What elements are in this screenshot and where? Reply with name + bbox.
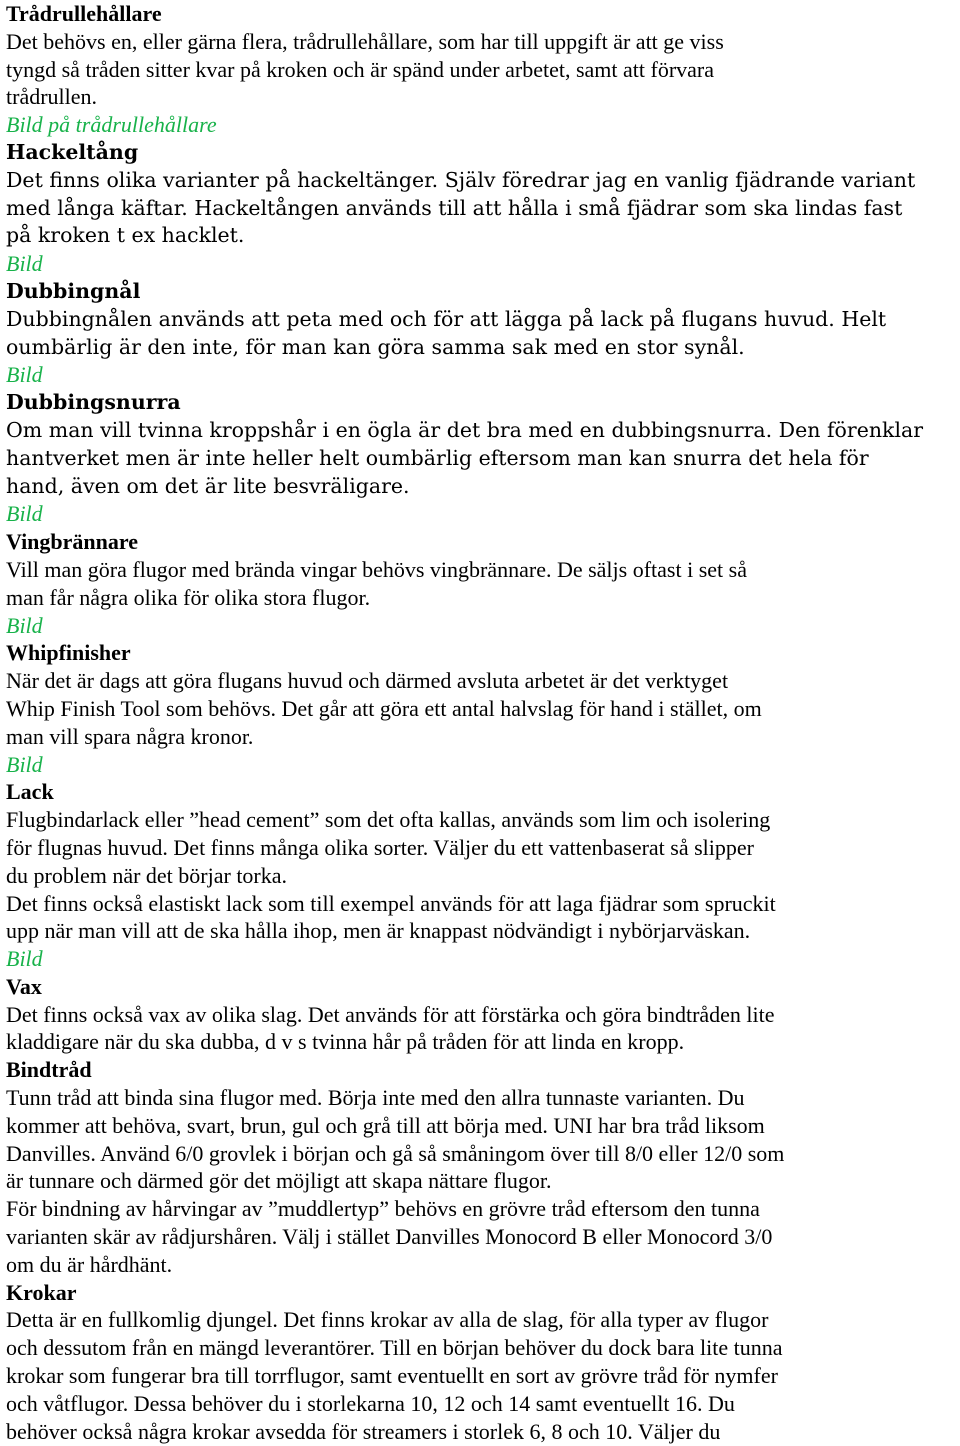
paragraph-line: på kroken t ex hacklet. [6, 223, 245, 248]
paragraph-line: hantverket men är inte heller helt oumbärlig eftersom man kan snurra det hela för [6, 445, 869, 470]
paragraph-line: med långa käftar. Hackeltången används till att hålla i små fjädrar som ska lindas fast [6, 195, 903, 220]
paragraph-line: och dessutom från en mängd leverantörer. Till en början behöver du dock bara lite tunna [6, 1335, 783, 1361]
paragraph-line: Det finns olika varianter på hackeltänger. Själv föredrar jag en vanlig fjädrande variant [6, 167, 916, 192]
paragraph-line: om du är hårdhänt. [6, 1251, 173, 1277]
paragraph-line: hand, även om det är lite besvräligare. [6, 473, 410, 498]
paragraph-line: Om man vill tvinna kroppshår i en ögla är det bra med en dubbingsnurra. Den förenklar [6, 417, 924, 442]
paragraph-line: trådrullen. [6, 84, 98, 110]
paragraph-line: tyngd så tråden sitter kvar på kroken och är spänd under arbetet, samt att förvara [6, 56, 715, 82]
image-link[interactable]: Bild [6, 612, 43, 638]
image-link[interactable]: Bild [6, 501, 43, 527]
paragraph-line: Dubbingnålen används att peta med och för att lägga på lack på flugans huvud. Helt [6, 306, 887, 331]
paragraph-line: Danvilles. Använd 6/0 grovlek i början och gå så småningom över till 8/0 eller 12/0 som [6, 1140, 785, 1166]
paragraph-line: upp när man vill att de ska hålla ihop, men är knappast nödvändigt i nybörjarväskan. [6, 918, 751, 944]
image-link[interactable]: Bild [6, 751, 43, 777]
paragraph-line: oumbärlig är den inte, för man kan göra samma sak med en stor synål. [6, 334, 745, 359]
paragraph-line: varianten skär av rådjurshåren. Välj i stället Danvilles Monocord B eller Monocord 3/0 [6, 1224, 773, 1250]
section-heading-bindtråd: Bindtråd [6, 1057, 92, 1083]
image-link[interactable]: Bild [6, 362, 43, 388]
paragraph-line: kladdigare när du ska dubba, d v s tvinna hår på tråden för att linda en kropp. [6, 1029, 685, 1055]
paragraph-line: Flugbindarlack eller ”head cement” som det ofta kallas, används som lim och isolering [6, 807, 771, 833]
paragraph-line: är tunnare och därmed gör det möjligt att skapa nättare flugor. [6, 1168, 552, 1194]
paragraph-line: och våtflugor. Dessa behöver du i storlekarna 10, 12 och 14 samt eventuellt 16. Du [6, 1390, 735, 1416]
section-heading-lack: Lack [6, 779, 54, 805]
section-heading-dubbingsnurra: Dubbingsnurra [6, 390, 181, 415]
image-link[interactable]: Bild på trådrullehållare [6, 112, 217, 138]
image-link[interactable]: Bild [6, 251, 43, 277]
paragraph-line: Det behövs en, eller gärna flera, trådrullehållare, som har till uppgift är att ge viss [6, 28, 724, 54]
image-link[interactable]: Bild [6, 946, 43, 972]
section-heading-krokar: Krokar [6, 1279, 77, 1305]
section-heading-vingbrännare: Vingbrännare [6, 529, 139, 555]
section-heading-vax: Vax [6, 973, 42, 999]
paragraph-line: För bindning av hårvingar av ”muddlertyp” behövs en grövre tråd eftersom den tunna [6, 1196, 760, 1222]
paragraph-line: Det finns också elastiskt lack som till exempel används för att laga fjädrar som spruckit [6, 890, 776, 916]
section-heading-hackeltång: Hackeltång [6, 139, 139, 164]
paragraph-line: kommer att behöva, svart, brun, gul och grå till att börja med. UNI har bra tråd liksom [6, 1112, 765, 1138]
paragraph-line: Detta är en fullkomlig djungel. Det finns krokar av alla de slag, för alla typer av flugor [6, 1307, 769, 1333]
paragraph-line: Whip Finish Tool som behövs. Det går att göra ett antal halvslag för hand i stället, om [6, 695, 762, 721]
paragraph-line: man vill spara några kronor. [6, 723, 254, 749]
paragraph-line: När det är dags att göra flugans huvud och därmed avsluta arbetet är det verktyget [6, 668, 729, 694]
section-heading-whipfinisher: Whipfinisher [6, 640, 131, 666]
section-heading-trådrullehållare: Trådrullehållare [6, 1, 162, 26]
paragraph-line: krokar som fungerar bra till torrflugor, samt eventuellt en sort av grövre tråd för nymfer [6, 1363, 778, 1389]
paragraph-line: för flugnas huvud. Det finns många olika sorter. Väljer du ett vattenbaserat så slipper [6, 834, 754, 860]
paragraph-line: man får några olika för olika stora flugor. [6, 584, 371, 610]
section-heading-dubbingnål: Dubbingnål [6, 278, 141, 303]
paragraph-line: Det finns också vax av olika slag. Det används för att förstärka och göra bindtråden lite [6, 1001, 775, 1027]
paragraph-line: Tunn tråd att binda sina flugor med. Börja inte med den allra tunnaste varianten. Du [6, 1085, 745, 1111]
paragraph-line: behöver också några krokar avsedda för streamers i storlek 6, 8 och 10. Väljer du [6, 1418, 721, 1444]
paragraph-line: du problem när det börjar torka. [6, 862, 288, 888]
paragraph-line: Vill man göra flugor med brända vingar behövs vingbrännare. De säljs oftast i set så [6, 556, 747, 582]
